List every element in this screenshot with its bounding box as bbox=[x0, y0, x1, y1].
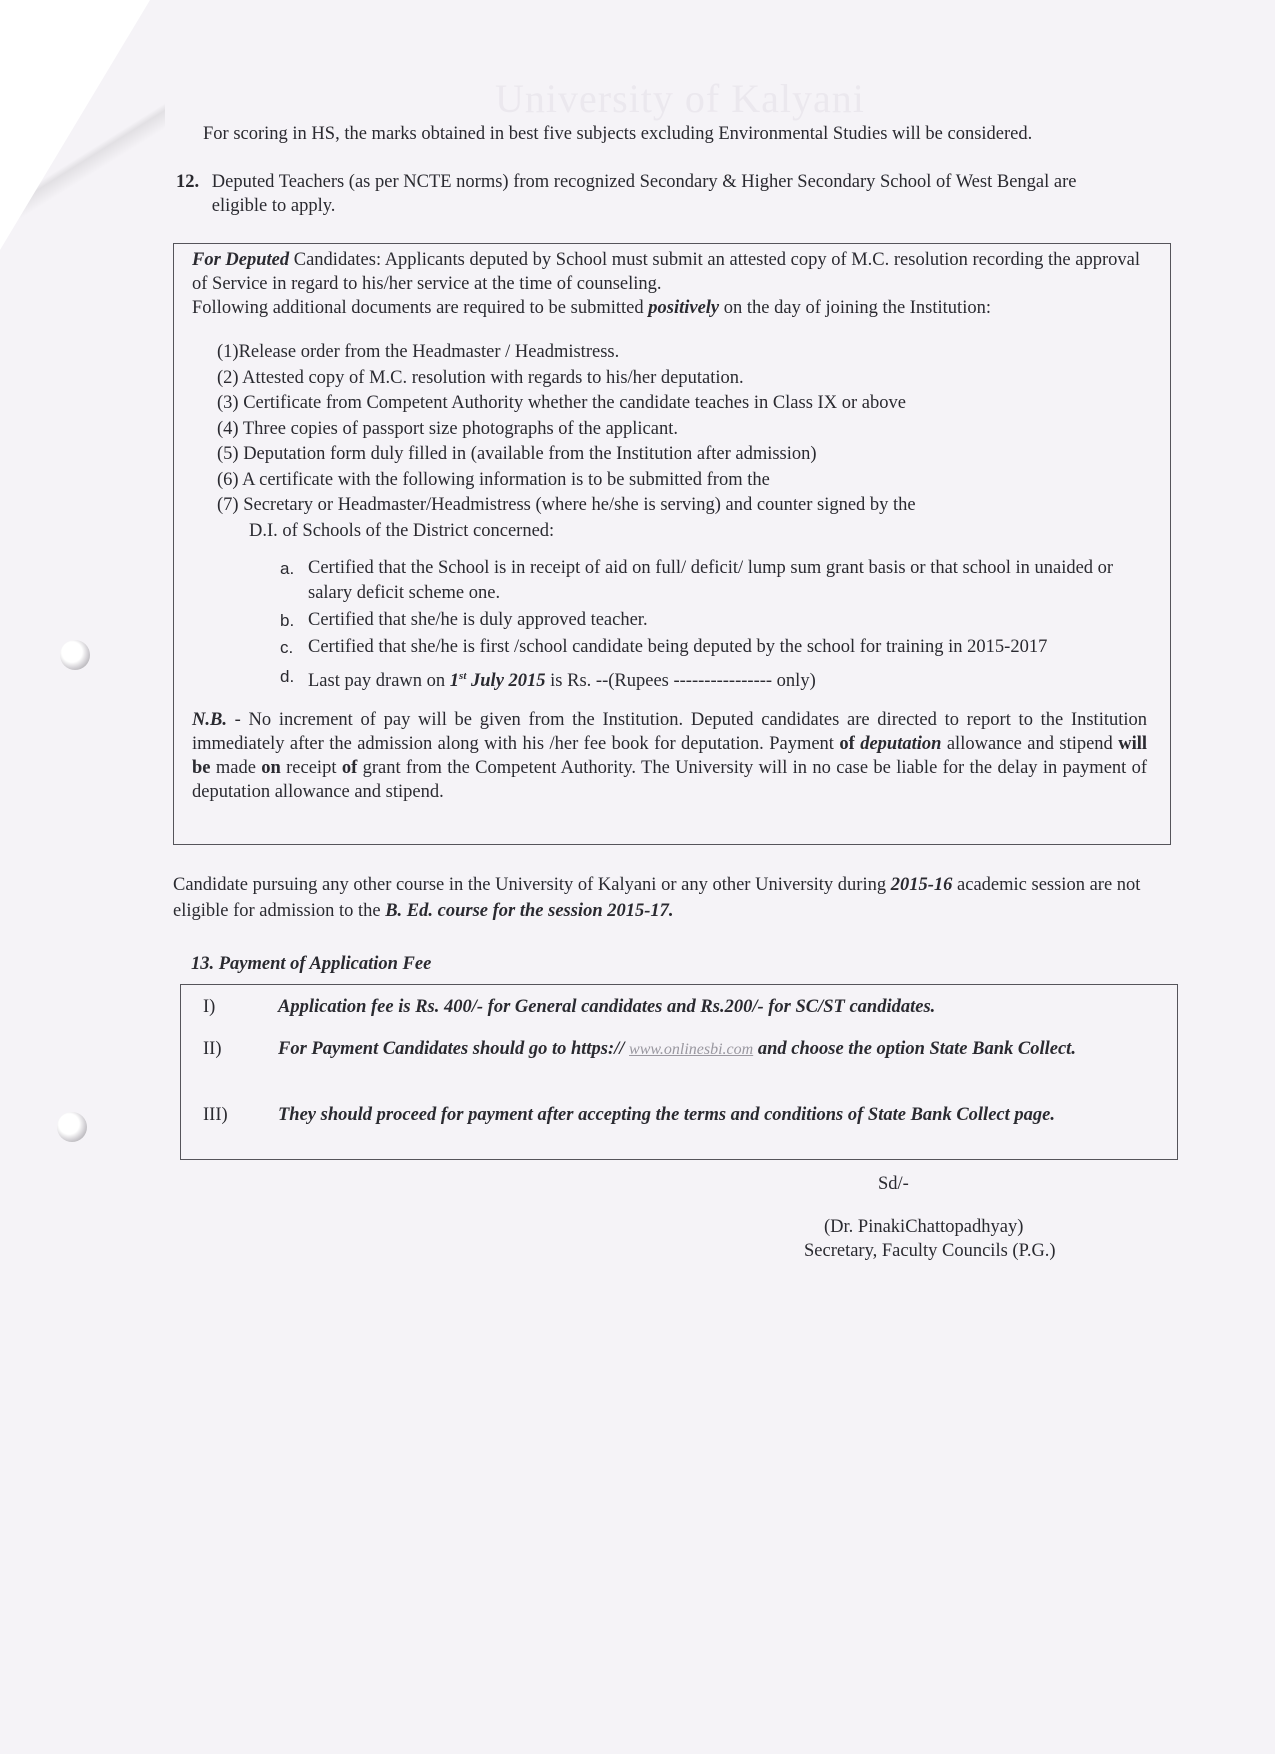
signatory-designation: Secretary, Faculty Councils (P.G.) bbox=[804, 1241, 1056, 1261]
section-13-title: 13. Payment of Application Fee bbox=[191, 954, 432, 974]
document-item: (1)Release order from the Headmaster / Headmistress. bbox=[217, 342, 620, 362]
item-12-number: 12. bbox=[176, 172, 200, 192]
item-12-text: Deputed Teachers (as per NCTE norms) from recognized Secondary & Higher Secondary School of West Bengal are eligible to apply. bbox=[211, 172, 1077, 216]
additional-post: on the day of joining the Institution: bbox=[723, 298, 991, 318]
nb-label: N.B. bbox=[192, 710, 227, 731]
deputed-lead-text: Candidates: Applicants deputed by School must submit an attested copy of M.C. resolution recording the approval of Service in regard to his/her service at the time of counseling. bbox=[192, 250, 1140, 294]
folded-corner bbox=[0, 0, 150, 250]
nb-note: N.B. - No increment of pay will be given from the Institution. Deputed candidates are directed to report to the Institution immediately after the admission along with his /her fee book for deputation. Payment of deputation allowance and stipend will be made on receipt of grant from the Competent Authority. The University will in no case be liable for the delay in payment of deputation allowance and stipend. bbox=[192, 710, 1148, 803]
document-item: (4) Three copies of passport size photographs of the applicant. bbox=[217, 418, 678, 439]
document-item: (2) Attested copy of M.C. resolution with regards to his/her deputation. bbox=[217, 367, 744, 388]
document-item: (6) A certificate with the following information is to be submitted from the bbox=[217, 469, 770, 490]
punch-hole-icon bbox=[60, 640, 90, 670]
document-item: D.I. of Schools of the District concerned: bbox=[249, 520, 555, 541]
signatory-name: (Dr. PinakiChattopadhyay) bbox=[824, 1217, 1024, 1237]
additional-em: positively bbox=[648, 298, 720, 318]
additional-pre: Following additional documents are required to be submitted bbox=[192, 298, 644, 318]
deputed-lead-bold: For Deputed bbox=[192, 250, 290, 270]
document-item: (5) Deputation form duly filled in (available from the Institution after admission) bbox=[217, 444, 817, 464]
onlinesbi-link[interactable]: www.onlinesbi.com bbox=[629, 1041, 754, 1058]
candidate-note: Candidate pursuing any other course in the University of Kalyani or any other University during 2015-16 academic session are not eligible for admission to the B. Ed. course for the session 2015-17. bbox=[173, 875, 1141, 921]
deputed-lead bbox=[192, 248, 1147, 320]
documents-list bbox=[217, 340, 1147, 544]
intro-line: For scoring in HS, the marks obtained in best five subjects excluding Environmental Studies will be considered. bbox=[203, 124, 1033, 144]
document-item: (7) Secretary or Headmaster/Headmistress (where he/she is serving) and counter signed by the bbox=[217, 495, 916, 515]
punch-hole-icon bbox=[57, 1112, 87, 1142]
document-item: (3) Certificate from Competent Authority whether the candidate teaches in Class IX or above bbox=[217, 393, 906, 413]
application-fee-box: I) Application fee is Rs. 400/- for General candidates and Rs.200/- for SC/ST candidates. II) For Payment Candidates should go to https:// www.onlinesbi.com and choose the option State Bank Collect. III) They should proceed for payment after accepting the terms and conditions of State Bank Collect page. bbox=[180, 984, 1178, 1160]
certificate-item: b. Certified that she/he is duly approved teacher. bbox=[280, 610, 648, 630]
certificate-item: a. Certified that the School is in receipt of aid on full/ deficit/ lump sum grant basis or that school in unaided or salary deficit scheme one. bbox=[280, 558, 1114, 603]
deputed-candidates-box bbox=[173, 243, 1171, 845]
certificate-item: c. Certified that she/he is first /school candidate being deputed by the school for training in 2015-2017 bbox=[280, 637, 1048, 657]
item-12 bbox=[176, 170, 1116, 218]
bleed-through-header: University of Kalyani bbox=[495, 76, 865, 121]
signature-sd: Sd/- bbox=[878, 1174, 909, 1194]
certificate-item: d. Last pay drawn on 1st July 2015 is Rs. --(Rupees ---------------- only) bbox=[280, 667, 816, 692]
certificates-list bbox=[280, 556, 1147, 694]
